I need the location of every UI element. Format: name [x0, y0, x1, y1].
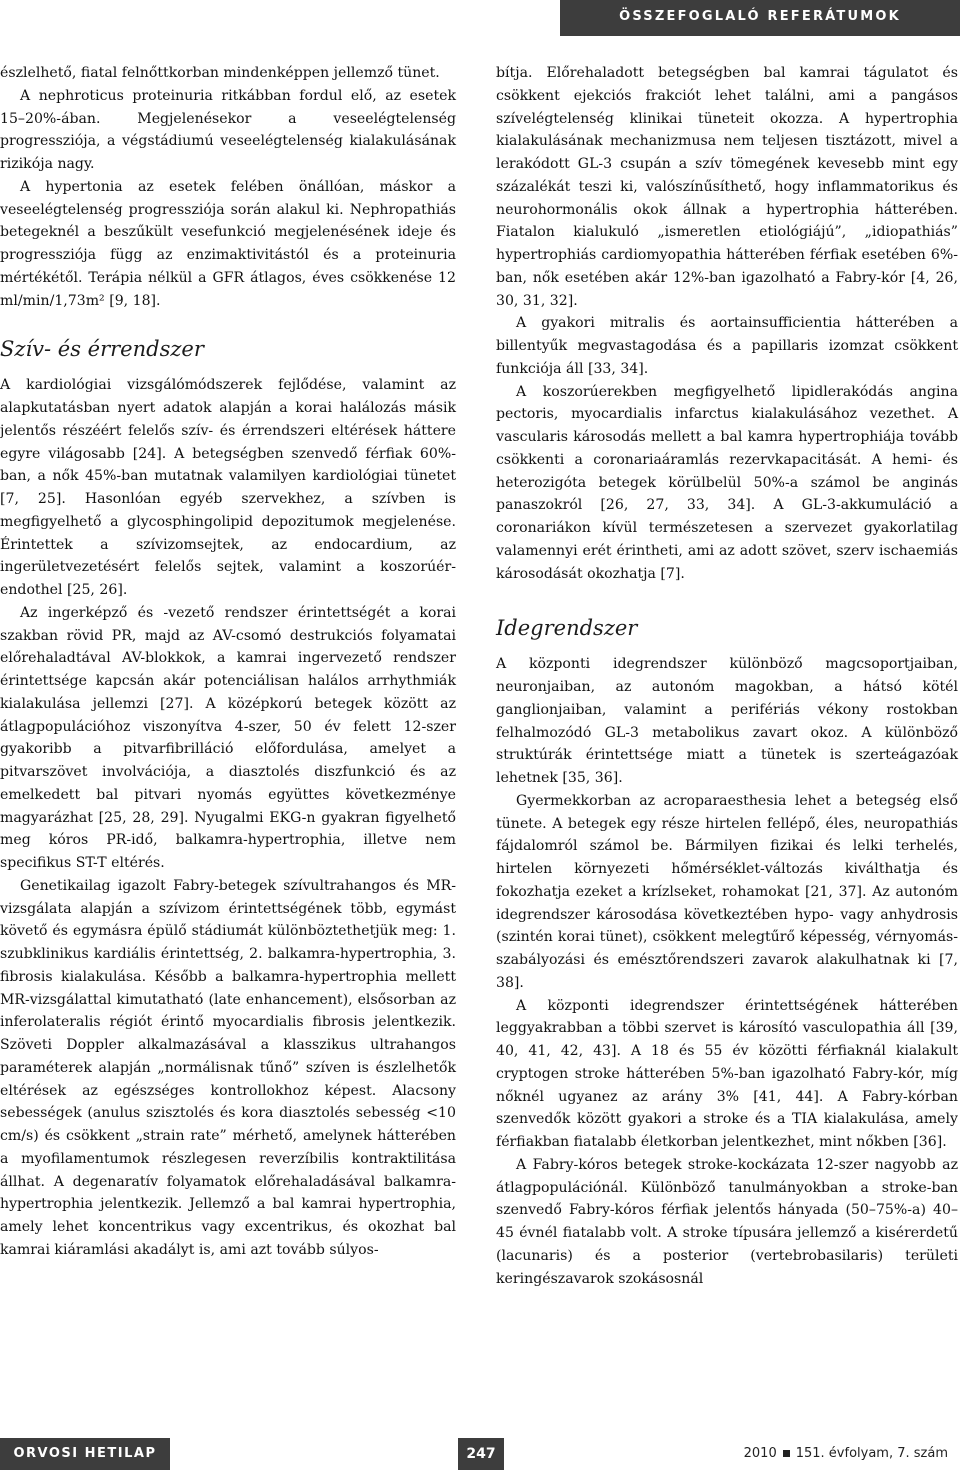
page-footer — [0, 1438, 960, 1470]
section-header-band — [560, 0, 960, 36]
left-paragraph-1: észlelhető, fiatal felnőttkorban mindenképpen jellemző tünet. — [0, 65, 440, 81]
left-paragraph-4: A kardiológiai vizsgálómódszerek fejlődése, valamint az alapkutatásban nyert adatok alapján a korai halálozás másik jelentős részéért felelős szív- és érrendszeri eltérések háttere egyre világosabb [24]. A betegségben szenvedő férfiak 60%-ban, a nők 45%-ban mutatnak valamilyen kardiológiai tünetet [7, 25]. Hasonlóan egyéb szervekhez, a szívben is megfigyelhető a glycosphingolipid depozitumok megjelenése. Érintettek a szívizomsejtek, az endocardium, az ingerületvezetésért felelős sejtek, valamint a koszorúér-endothel [25, 26]. — [0, 377, 456, 598]
left-paragraph-5: Az ingerképző és -vezető rendszer érintettségét a korai szakban rövid PR, majd az AV-csomó destrukciós folyamatai előrehaladtával AV-blokkok, a kamrai ingervezető rendszer érintettsége kapcsán akár potenciálisan halálos arrhythmiák kialakulása jellemzi [27]. A középkorú betegek között az átlagpopulációhoz viszonyítva 4-szer, 50 év felett 12-szer gyakoribb a pitvarfibrilláció előfordulása, amelyet a pitvarszövet involvációja, a diasztolés diszfunkció és az emelkedett bal pitvari nyomás együttes következménye magyarázhat [25, 28, 29]. Nyugalmi EKG-n gyakran figyelhető meg kóros PR-idő, balkamra-hypertrophia, illetve nem specifikus ST-T eltérés. — [0, 604, 456, 871]
issue-volume: 151. évfolyam, 7. szám — [795, 1446, 948, 1461]
right-paragraph-6: A központi idegrendszer érintettségének hátterében leggyakrabban a többi szervet is károsító vasculopathia áll [39, 40, 41, 42, 43]. A 18 és 55 év közötti férfiaknál kialakult cryptogen stroke hátterében 5%-ban igazolható Fabry-kór, míg nőknél ugyanez az arány 3% [41, 44]. A Fabry-kórban szenvedők között gyakori a stroke és a TIA kialakulása, amely férfiakban fiatalabb életkorban jelentkezhet, mint nőkben [36]. — [496, 997, 958, 1150]
section-header-title: ÖSSZEFOGLALÓ REFERÁTUMOK — [619, 9, 901, 24]
right-paragraph-1: bítja. Előrehaladott betegségben bal kamrai tágulatot és csökkent ejekciós frakciót lehet találni, ami a pangásos szívelégtelenség klinikai tüneteit okozza. A hypertrophia kialakulásának mechanizmusa nem teljesen tisztázott, mivel a lerakódott GL-3 csupán a szív tömegének kevesebb mint egy százalékát teszi ki, valószínűsíthető, hogy inflammatorikus és neurohormonális okok állnak a hypertrophia hátterében. Fiatalon kialukuló „ismeretlen etiológiájú”, „idiopathiás” hypertrophiás cardiomyopathia hátterében férfiak esetében 6%-ban, nők esetében akár 12%-ban igazolható a Fabry-kór [4, 26, 30, 31, 32]. — [496, 65, 958, 309]
right-paragraph-4: A központi idegrendszer különböző magcsoportjaiban, neuronjaiban, az autonóm magokban, a hátsó kötél ganglionjaiban, valamint a perifériás vékony rostokban felhalmozódó GL-3 metabolikus zavart okoz. A különböző struktúrák érintettsége miatt a tünetek is szerteágazóak lehetnek [35, 36]. — [496, 656, 958, 786]
issue-year: 2010 — [743, 1446, 777, 1461]
left-paragraph-6: Genetikailag igazolt Fabry-betegek szívultrahangos és MR-vizsgálata alapján a szívizom érintettségének több, egymást követő és egymásra épülő stádiumát különböztethetjük meg: 1. szubklinikus kardiális érintettség, 2. balkamra-hypertrophia, 3. fibrosis kialakulása. Később a balkamra-hypertrophia mellett MR-vizsgálattal kimutatható (late enhancement), elsősorban az inferolateralis régiót érintő myocardialis fibrosis jelentkezik. Szöveti Doppler alkalmazásával a klasszikus ultrahangos paraméterek alapján „normálisnak tűnő” szíven is észlelhetők eltérések az egészséges kontrollokhoz képest. Alacsony sebességek (anulus szisztolés és kora diasztolés sebesség <10 cm/s) és csökkent „strain rate” mérhető, amelynek hátterében a myofilamentumok részlegesen reverzíbilis kontraktilitása állhat. A degenaratív folyamatok előrehaladásával balkamra-hypertrophia jelentkezik. Jellemző a bal kamrai hypertrophia, amely lehet koncentrikus vagy excentrikus, és okozhat bal kamrai kiáramlási akadályt is, ami azt tovább súlyos- — [0, 877, 456, 1258]
journal-name: ORVOSI HETILAP — [0, 1438, 170, 1470]
right-paragraph-3: A koszorúerekben megfigyelhető lipidlerakódás angina pectoris, myocardialis infarctus kialakulásához vezethet. A vascularis károsodás mellett a bal kamra hypertrophiája tovább csökkenti a coronariaáramlás rezervkapacitását. A hemi- és heterozigóta betegek körülbelül 50%-a számol be anginás panaszokról [26, 27, 33, 34]. A GL-3-akkumuláció a coronariákon kívül természetesen a szervezet gyakorlatilag valamennyi erét érintheti, ami az adott szövet, szerv ischaemiás károsodását okozhatja [7]. — [496, 383, 958, 582]
left-paragraph-2: A nephroticus proteinuria ritkábban fordul elő, az esetek 15–20%-ában. Megjelenésekor a veseelégtelenség progressziója, a végstádiumú veseelégtelenség kialakulásának rizikója nagy. — [0, 87, 456, 172]
right-paragraph-2: A gyakori mitralis és aortainsufficientia hátterében a billentyűk megvastagodása és a papillaris izomzat csökkent funkciója áll [33, 34]. — [496, 315, 958, 377]
right-paragraph-5: Gyermekkorban az acroparaesthesia lehet a betegség első tünete. A betegek egy része hirtelen fellépő, éles, neuropathiás fájdalomról számol be. Bármilyen fizikai és lelki terhelés, hirtelen környezeti hőmérséklet-változás kiválthatja és fokozhatja ezeket a krízlseket, rohamokat [21, 37]. Az autonóm idegrendszer károsodása következtében hypo- vagy anhydrosis (szintén korai tünet), csökkent melegtűrő képesség, vérnyomás-szabályozási és emésztőrendszeri zavarok alakulhatnak ki [7, 38]. — [496, 792, 958, 991]
issue-info — [744, 1438, 948, 1470]
left-column — [0, 62, 456, 1262]
square-bullet-icon — [783, 1450, 790, 1457]
right-column — [496, 62, 958, 1290]
page-number: 247 — [458, 1438, 504, 1470]
section-heading-nervous-system: Idegrendszer — [496, 616, 638, 641]
left-paragraph-3: A hypertonia az esetek felében önállóan, máskor a veseelégtelenség progressziója során alakul ki. Nephropathiás betegeknél a beszűkült vesefunkció megjelenésének ideje és progressziója függ az enzimaktivitástól és a proteinuria mértékétől. Terápia nélkül a GFR átlagos, éves csökkenése 12 ml/min/1,73m² [9, 18]. — [0, 178, 456, 309]
section-heading-cardiovascular: Szív- és érrendszer — [0, 337, 204, 362]
right-paragraph-7: A Fabry-kóros betegek stroke-kockázata 12-szer nagyobb az átlagpopulációnál. Különböző tanulmányokban a stroke-ban szenvedő Fabry-kóros férfiak jelentős hányada (50–75%-a) 40–45 évnél fiatalabb volt. A stroke típusára jellemző a kisérerdetű (lacunaris) és a posterior (vertebrobasilaris) területi keringészavarok szokásosnál — [496, 1156, 958, 1287]
